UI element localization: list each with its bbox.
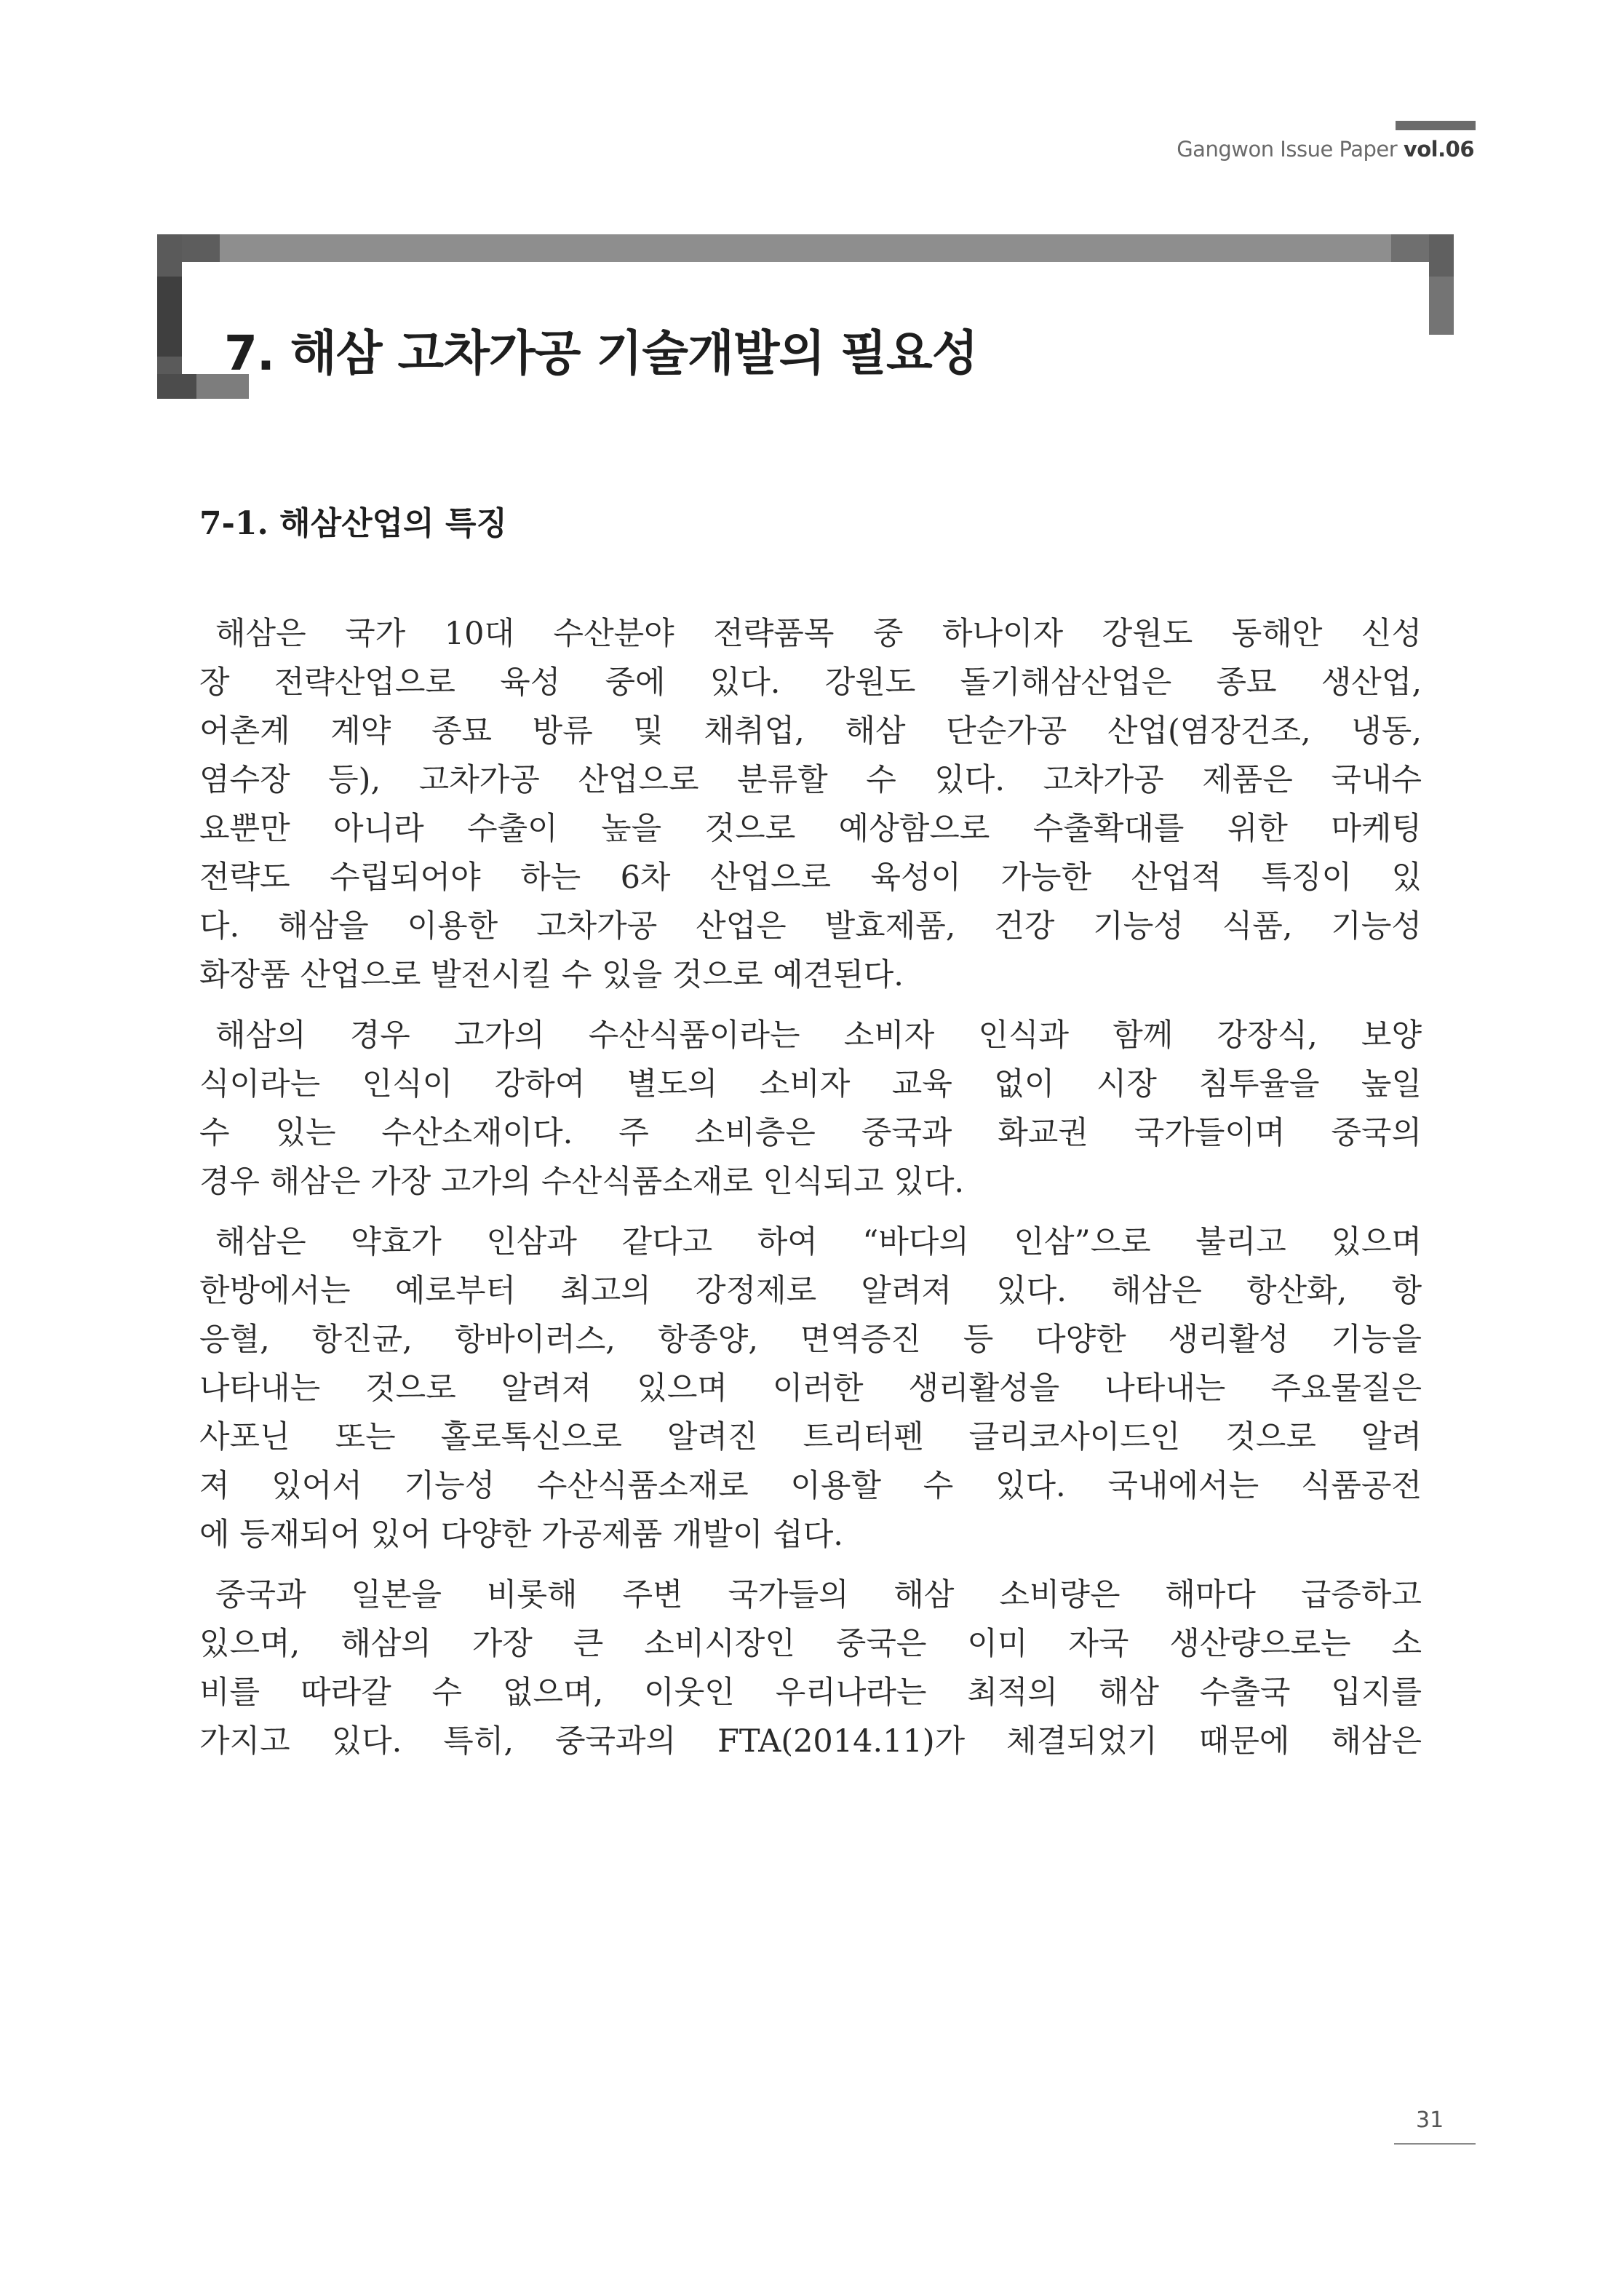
text-line: 에 등재되어 있어 다양한 가공제품 개발이 쉽다. [199, 1517, 843, 1553]
text-line: 해삼은 국가 10대 수산분야 전략품목 중 하나이자 강원도 동해안 신성 [215, 616, 1422, 652]
header-rule [1396, 121, 1476, 130]
footer-rule [1394, 2143, 1476, 2145]
title-frame-right-accent [1429, 277, 1454, 335]
text-line: 장 전략산업으로 육성 중에 있다. 강원도 돌기해삼산업은 종묘 생산업, [199, 664, 1422, 701]
text-line: 다. 해삼을 이용한 고차가공 산업은 발효제품, 건강 기능성 식품, 기능성 [199, 908, 1422, 945]
text-line: 수 있는 수산소재이다. 주 소비층은 중국과 화교권 국가들이며 중국의 [199, 1115, 1422, 1151]
header-volume: vol.06 [1403, 137, 1474, 162]
paragraph [199, 1218, 1422, 1559]
text-line: 중국과 일본을 비롯해 주변 국가들의 해삼 소비량은 해마다 급증하고 [215, 1577, 1422, 1613]
header-series: Gangwon Issue Paper [1177, 137, 1404, 162]
title-frame-left-accent [157, 277, 182, 357]
text-line: 어촌계 계약 종묘 방류 및 채취업, 해삼 단순가공 산업(염장건조, 냉동, [199, 713, 1422, 750]
text-line: 해삼은 약효가 인삼과 같다고 하여 “바다의 인삼”으로 불리고 있으며 [215, 1224, 1422, 1260]
text-line: 경우 해삼은 가장 고가의 수산식품소재로 인식되고 있다. [199, 1164, 965, 1200]
text-line: 있으며, 해삼의 가장 큰 소비시장인 중국은 이미 자국 생산량으로는 소 [199, 1626, 1422, 1662]
text-line: 해삼의 경우 고가의 수산식품이라는 소비자 인식과 함께 강장식, 보양 [215, 1017, 1422, 1054]
page-number: 31 [1416, 2107, 1444, 2133]
text-line: 화장품 산업으로 발전시킬 수 있을 것으로 예견된다. [199, 957, 904, 993]
text-line: 전략도 수립되어야 하는 6차 산업으로 육성이 가능한 산업적 특징이 있 [199, 859, 1422, 896]
text-line: 사포닌 또는 홀로톡신으로 알려진 트리터펜 글리코사이드인 것으로 알려 [199, 1419, 1422, 1455]
paragraph [199, 1571, 1422, 1766]
subsection-title: 7-1. 해삼산업의 특징 [199, 504, 507, 542]
paragraph [199, 610, 1422, 1000]
text-line: 가지고 있다. 특히, 중국과의 FTA(2014.11)가 체결되었기 때문에 해삼은 [199, 1723, 1422, 1760]
text-line: 한방에서는 예로부터 최고의 강정제로 알려져 있다. 해삼은 항산화, 항 [199, 1273, 1422, 1309]
text-line: 응혈, 항진균, 항바이러스, 항종양, 면역증진 등 다양한 생리활성 기능을 [199, 1322, 1422, 1358]
section-title: 7. 해삼 고차가공 기술개발의 필요성 [224, 325, 978, 382]
text-line: 져 있어서 기능성 수산식품소재로 이용할 수 있다. 국내에서는 식품공전 [199, 1468, 1422, 1504]
text-line: 식이라는 인식이 강하여 별도의 소비자 교육 없이 시장 침투율을 높일 [199, 1066, 1422, 1102]
title-frame-top [157, 234, 1454, 262]
text-line: 염수장 등), 고차가공 산업으로 분류할 수 있다. 고차가공 제품은 국내수 [199, 762, 1422, 798]
paragraph [199, 1012, 1422, 1207]
text-line: 나타내는 것으로 알려져 있으며 이러한 생리활성을 나타내는 주요물질은 [199, 1370, 1422, 1407]
body-text [199, 610, 1422, 1778]
text-line: 요뿐만 아니라 수출이 높을 것으로 예상함으로 수출확대를 위한 마케팅 [199, 811, 1422, 847]
text-line: 비를 따라갈 수 없으며, 이웃인 우리나라는 최적의 해삼 수출국 입지를 [199, 1674, 1422, 1711]
running-header [1177, 137, 1474, 162]
